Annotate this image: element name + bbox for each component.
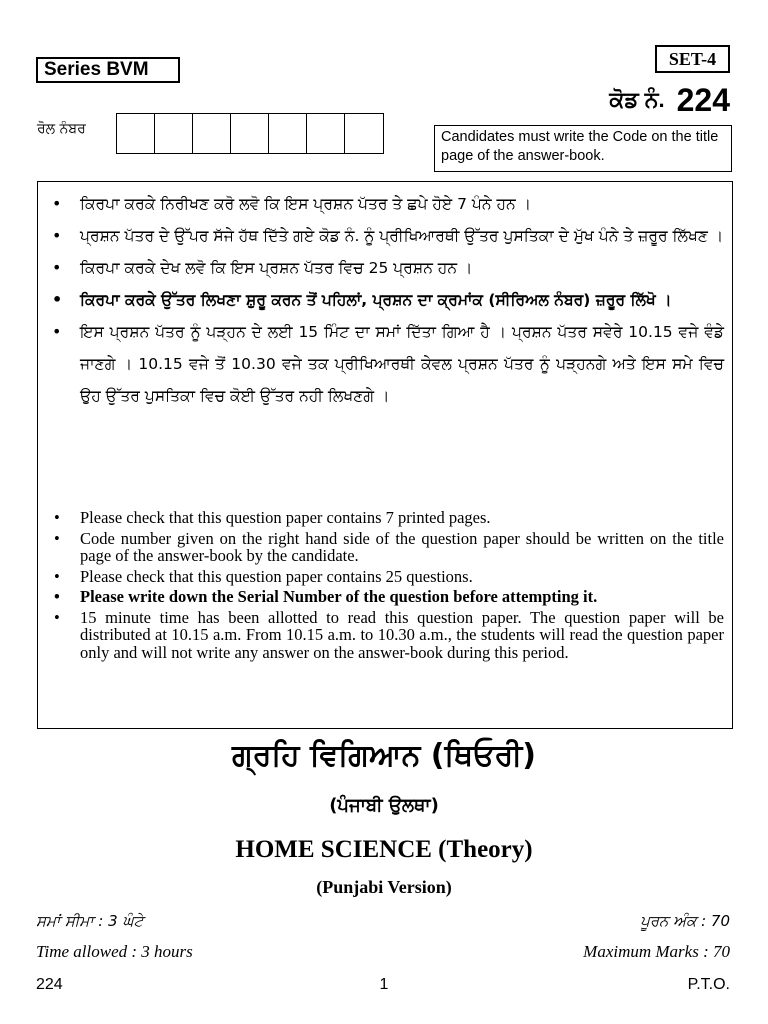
roll-number-cell bbox=[269, 114, 307, 153]
instruction-text: ਇਸ ਪ੍ਰਸ਼ਨ ਪੱਤਰ ਨੂੰ ਪੜ੍ਹਨ ਦੇ ਲਈ 15 ਮਿੰਟ ਦਾ ਸਮਾਂ ਦਿੱਤਾ ਗਿਆ ਹੈ । ਪ੍ਰਸ਼ਨ ਪੱਤਰ ਸਵੇਰੇ 10.15 ਵਜੇ ਵੰਡੇ ਜਾਣਗੇ । 10.15 ਵਜੇ ਤੋਂ 10.30 ਵਜੇ ਤਕ ਪ੍ਰੀਖਿਆਰਥੀ ਕੇਵਲ ਪ੍ਰਸ਼ਨ ਪੱਤਰ ਨੂੰ ਪੜ੍ਹਨਗੇ ਅਤੇ ਇਸ ਸਮੇ ਵਿਚ ਉਹ ਉੱਤਰ ਪੁਸਤਿਕਾ ਵਿਚ ਕੋਈ ਉੱਤਰ ਨਹੀ ਲਿਖਣਗੇ । bbox=[80, 323, 724, 405]
code-instruction-note: Candidates must write the Code on the title page of the answer-book. bbox=[434, 125, 732, 172]
version-subtitle-english: (Punjabi Version) bbox=[316, 877, 452, 897]
list-item bbox=[48, 530, 724, 565]
roll-number-boxes bbox=[116, 113, 384, 154]
pto-label: P.T.O. bbox=[687, 976, 730, 993]
instruction-text: 15 minute time has been allotted to read this question paper. The question paper will be distributed at 10.15 a.m. From 10.15 a.m. to 10.30 a.m., the students will read the question paper only and will not write any answer on the answer-book during this period. bbox=[80, 607, 724, 662]
instruction-text: ਕਿਰਪਾ ਕਰਕੇ ਉੱਤਰ ਲਿਖਣਾ ਸ਼ੁਰੂ ਕਰਨ ਤੋਂ ਪਹਿਲਾਂ, ਪ੍ਰਸ਼ਨ ਦਾ ਕ੍ਰਮਾਂਕ (ਸੀਰਿਅਲ ਨੰਬਰ) ਜ਼ਰੂਰ ਲਿੱਖੋ । bbox=[80, 291, 672, 309]
instruction-text: Please check that this question paper contains 7 printed pages. bbox=[80, 508, 491, 527]
roll-number-cell bbox=[193, 114, 231, 153]
instruction-text: ਕਿਰਪਾ ਕਰਕੇ ਨਿਰੀਖਣ ਕਰੋ ਲਵੋ ਕਿ ਇਸ ਪ੍ਰਸ਼ਨ ਪੱਤਰ ਤੇ ਛਪੇ ਹੋਏ 7 ਪੰਨੇ ਹਨ । bbox=[80, 195, 532, 213]
subject-title-english: HOME SCIENCE (Theory) bbox=[235, 836, 533, 863]
bullet-icon: • bbox=[52, 226, 62, 245]
list-item bbox=[48, 588, 724, 606]
set-label: SET-4 bbox=[655, 45, 730, 73]
code-line bbox=[609, 82, 730, 119]
bullet-icon: • bbox=[54, 508, 60, 527]
bullet-icon: • bbox=[52, 194, 62, 213]
bullet-icon: • bbox=[52, 290, 63, 309]
bullet-icon: • bbox=[54, 587, 60, 606]
list-item bbox=[48, 316, 724, 412]
roll-number-label: ਰੋਲ ਨੰਬਰ bbox=[37, 121, 86, 137]
list-item bbox=[48, 609, 724, 662]
instruction-text: Please write down the Serial Number of the question before attempting it. bbox=[80, 587, 598, 606]
subject-title-punjabi: ਗ੍ਰਹਿ ਵਿਗਿਆਨ (ਥਿਓਰੀ) bbox=[231, 738, 537, 773]
punjabi-instructions bbox=[48, 188, 724, 412]
bullet-icon: • bbox=[54, 528, 60, 548]
bullet-icon: • bbox=[54, 566, 60, 586]
roll-number-cell bbox=[307, 114, 345, 153]
bullet-icon: • bbox=[52, 322, 62, 341]
list-item bbox=[48, 252, 724, 284]
instruction-text: ਕਿਰਪਾ ਕਰਕੇ ਦੇਖ ਲਵੋ ਕਿ ਇਸ ਪ੍ਰਸ਼ਨ ਪੱਤਰ ਵਿਚ 25 ਪ੍ਰਸ਼ਨ ਹਨ । bbox=[80, 259, 473, 277]
roll-number-cell bbox=[155, 114, 193, 153]
roll-number-cell bbox=[345, 114, 383, 153]
instruction-text: Please check that this question paper contains 25 questions. bbox=[80, 566, 473, 586]
series-label: Series BVM bbox=[36, 57, 180, 83]
maximum-marks: Maximum Marks : 70 bbox=[583, 942, 730, 961]
english-instructions bbox=[48, 509, 724, 664]
version-subtitle-punjabi: (ਪੰਜਾਬੀ ਉਲਥਾ) bbox=[329, 795, 439, 816]
list-item bbox=[48, 284, 724, 316]
bullet-icon: • bbox=[52, 258, 62, 277]
bullet-icon: • bbox=[54, 607, 60, 627]
code-label: ਕੋਡ ਨੰ. bbox=[609, 87, 665, 112]
list-item bbox=[48, 568, 724, 586]
instruction-text: ਪ੍ਰਸ਼ਨ ਪੱਤਰ ਦੇ ਉੱਪਰ ਸੱਜੇ ਹੱਥ ਦਿੱਤੇ ਗਏ ਕੋਡ ਨੰ. ਨੂੰ ਪ੍ਰੀਖਿਆਰਥੀ ਉੱਤਰ ਪੁਸਤਿਕਾ ਦੇ ਮੁੱਖ ਪੰਨੇ ਤੇ ਜ਼ਰੂਰ ਲਿੱਖਣ । bbox=[80, 227, 724, 245]
roll-number-cell bbox=[231, 114, 269, 153]
time-allowed: Time allowed : 3 hours bbox=[36, 942, 193, 961]
list-item bbox=[48, 220, 724, 252]
instructions-box bbox=[37, 181, 733, 729]
footer-code: 224 bbox=[36, 976, 63, 993]
code-number: 224 bbox=[676, 82, 730, 118]
instruction-text: Code number given on the right hand side of the question paper should be written on the title page of the answer-book by the candidate. bbox=[80, 528, 724, 565]
page-number: 1 bbox=[379, 976, 389, 993]
time-allowed-punjabi: ਸਮਾਂ ਸੀਮਾ : 3 ਘੰਟੇ bbox=[36, 912, 144, 930]
list-item bbox=[48, 509, 724, 527]
maximum-marks-punjabi: ਪੂਰਨ ਅੰਕ : 70 bbox=[640, 912, 730, 930]
roll-number-cell bbox=[117, 114, 155, 153]
list-item bbox=[48, 188, 724, 220]
